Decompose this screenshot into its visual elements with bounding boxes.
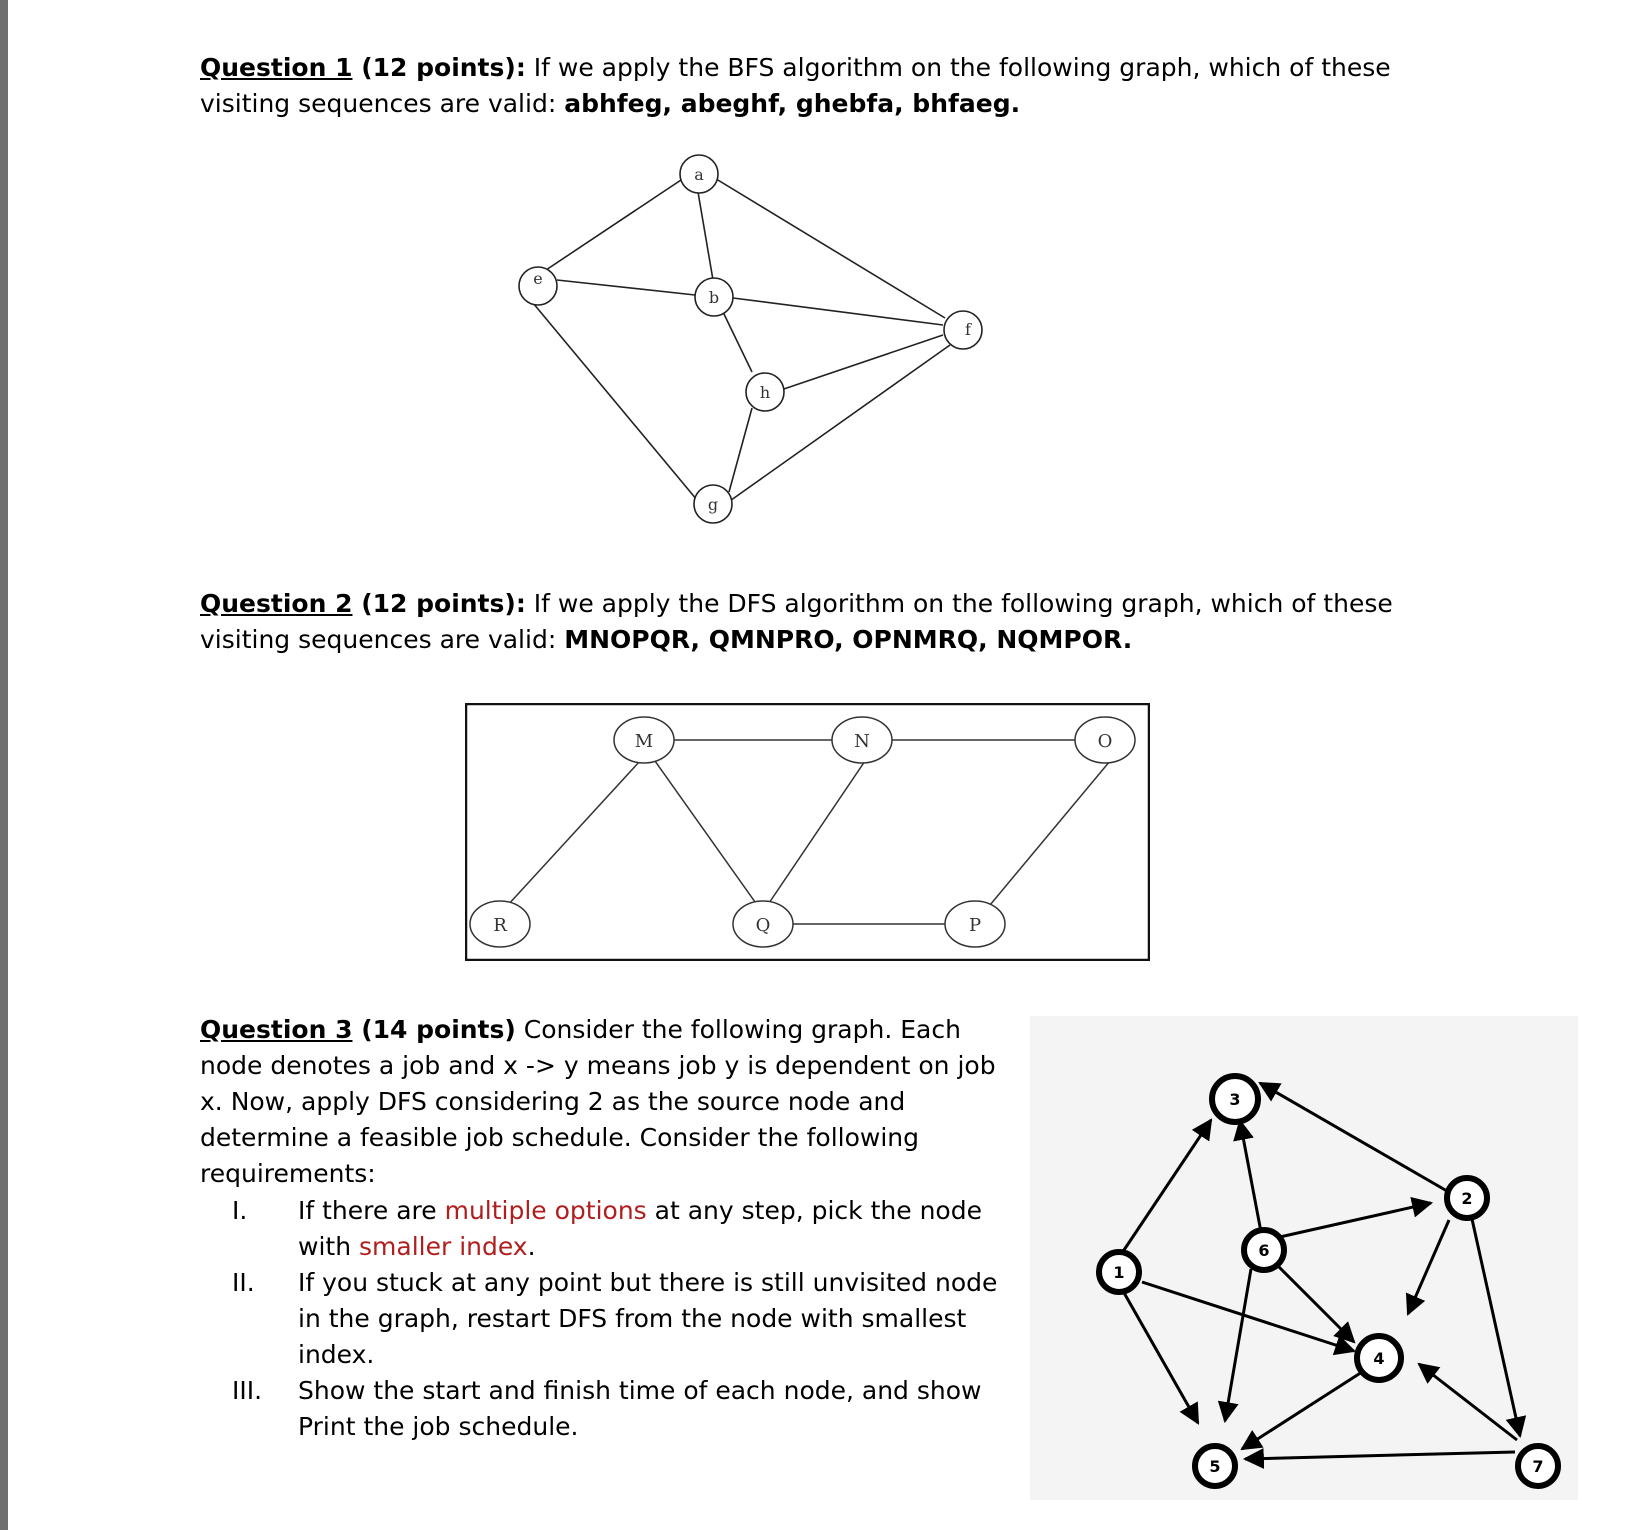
node-2-label: 2 <box>1461 1189 1473 1208</box>
node-1-label: 1 <box>1113 1263 1125 1282</box>
node-f-label: f <box>965 320 971 339</box>
node-4-label: 4 <box>1373 1349 1385 1368</box>
node-3-label: 3 <box>1229 1090 1241 1109</box>
question-2 <box>200 586 1460 658</box>
requirement-item <box>200 1193 1000 1265</box>
node-7-label: 7 <box>1532 1457 1544 1476</box>
question-1-sequences: abhfeg, abeghf, ghebfa, bhfaeg. <box>564 89 1021 118</box>
node-5-label: 5 <box>1209 1457 1221 1476</box>
node-h-label: h <box>759 383 771 402</box>
node-P-label: P <box>968 915 982 936</box>
requirement-text: Show the start and finish time of each node, and show Print the job schedule. <box>298 1376 982 1441</box>
question-1 <box>200 50 1460 122</box>
question-3-text: Consider the following graph. Each node denotes a job and x -> y means job y is dependent on job x. Now, apply DFS considering 2 as the source node and determine a feasible job schedule. Consider the following requirements: <box>200 1015 996 1188</box>
node-R-label: R <box>493 915 507 936</box>
node-N-label: N <box>854 731 870 752</box>
question-3-label: Question 3 <box>200 1015 353 1044</box>
requirement-highlight: multiple options <box>444 1196 647 1225</box>
dfs-graph <box>465 703 1150 961</box>
job-dependency-graph <box>1030 1016 1578 1500</box>
requirements-list <box>200 1193 1000 1445</box>
question-2-text: If we apply the DFS algorithm on the following graph, which of these visiting sequences are valid: <box>200 589 1393 654</box>
requirement-text: If there are <box>298 1196 445 1225</box>
node-a-label: a <box>694 165 704 184</box>
requirement-text: at any step, pick the node with <box>298 1196 982 1261</box>
node-b-label: b <box>708 288 720 307</box>
requirement-highlight: smaller index <box>359 1232 528 1261</box>
question-3 <box>200 1012 1000 1192</box>
node-e-label: e <box>533 269 543 288</box>
requirement-number: III. <box>232 1376 263 1405</box>
bfs-graph <box>480 140 1060 540</box>
question-1-text: If we apply the BFS algorithm on the following graph, which of these visiting sequences are valid: <box>200 53 1391 118</box>
window-edge <box>0 0 8 1530</box>
requirement-number: II. <box>232 1268 255 1297</box>
question-1-points: (12 points): <box>361 53 526 82</box>
requirement-text: If you stuck at any point but there is still unvisited node in the graph, restart DFS from the node with smallest index. <box>298 1268 998 1369</box>
question-2-label: Question 2 <box>200 589 353 618</box>
node-f <box>944 311 982 349</box>
node-Q-label: Q <box>755 915 771 936</box>
requirement-item <box>200 1265 1000 1373</box>
node-6-label: 6 <box>1258 1241 1270 1260</box>
requirement-text: . <box>527 1232 536 1261</box>
requirement-number: I. <box>232 1196 248 1225</box>
question-2-points: (12 points): <box>361 589 526 618</box>
node-M-label: M <box>634 731 654 752</box>
node-g-label: g <box>707 495 719 514</box>
question-2-sequences: MNOPQR, QMNPRO, OPNMRQ, NQMPOR. <box>564 625 1133 654</box>
requirement-item <box>200 1373 1000 1445</box>
question-1-label: Question 1 <box>200 53 353 82</box>
question-3-points: (14 points) <box>361 1015 516 1044</box>
node-O-label: O <box>1097 731 1113 752</box>
